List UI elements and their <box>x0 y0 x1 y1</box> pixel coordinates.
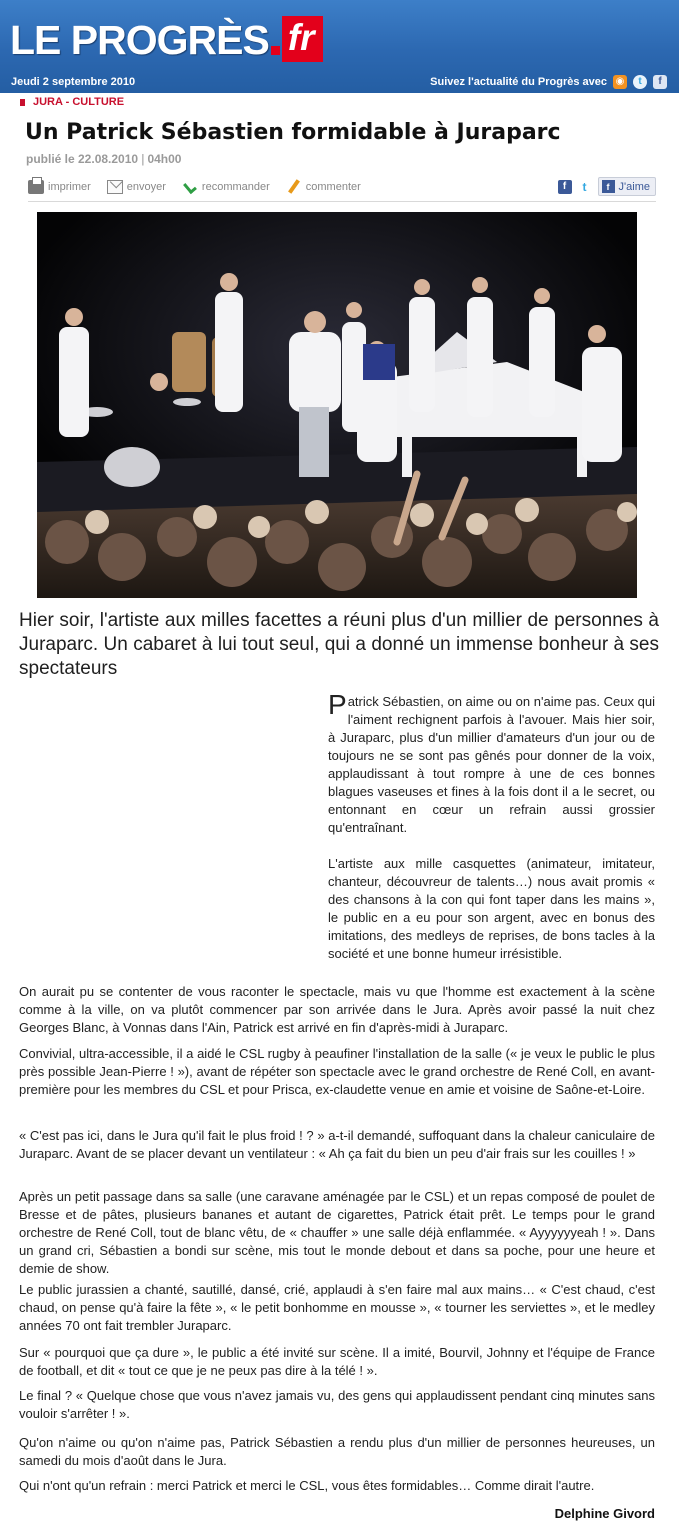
checkmark-icon <box>183 179 197 193</box>
article-lede: Hier soir, l'artiste aux milles facettes a réuni plus d'un millier de personnes à Juraparc. Un cabaret à lui tout seul, qui a donné un immense bonheur à ses spectateurs <box>19 610 659 679</box>
article-body-column <box>328 689 655 981</box>
twitter-share-icon[interactable]: t <box>582 179 587 194</box>
article-paragraph-6: Après un petit passage dans sa salle (une caravane aménagée par le CSL) et un repas composé de poulet de Bresse et de pâtes, plusieurs bananes et autant de cigarettes, Patrick était prêt. Le temps pour le grand orchestre de René Coll, tout de blanc vêtu, de « chauffer » une salle déjà enflammée. « Ayyyyyyeah ! ». Dans un grand cri, Sébastien a bondi sur scène, mis tout le monde debout et dans sa poche, pour une heure et demie de show. <box>19 1189 655 1276</box>
section-marker-icon <box>20 99 25 106</box>
facebook-logo-icon: f <box>602 180 615 193</box>
current-date: Jeudi 2 septembre 2010 <box>11 75 136 88</box>
article-headline: Un Patrick Sébastien formidable à Juraparc <box>25 120 561 145</box>
like-label: J'aime <box>618 180 650 193</box>
pencil-icon <box>288 179 300 194</box>
send-label: envoyer <box>126 180 166 193</box>
article-paragraph-2: L'artiste aux mille casquettes (animateur, imitateur, chanteur, découvreur de talents…) nous avait promis « des chansons à la con qui font taper dans les mains », le public en a eu pour son argent, avec en bonus des imitations, des medleys de reprises, de bons tacles à la société et une bonne humeur irrésistible. <box>328 856 655 961</box>
section-name: JURA - CULTURE <box>33 96 125 108</box>
dropcap-letter: P <box>328 689 347 720</box>
recommend-button[interactable] <box>182 181 270 193</box>
envelope-icon <box>107 180 123 194</box>
author-byline: Delphine Givord <box>554 1506 655 1521</box>
comment-label: commenter <box>305 180 361 193</box>
article-paragraph-3: On aurait pu se contenter de vous raconter le spectacle, mais vu que l'homme est exactement à la scène comme à la ville, on va plutôt commencer par son arrivée dans le Jura. Après avoir passé la nuit chez Georges Blanc, à Vonnas dans l'Ain, Patrick est arrivé en fin d'après-midi à Juraparc. <box>19 984 655 1035</box>
logo-dot <box>271 46 280 55</box>
publication-info <box>26 152 181 166</box>
follow-label: Suivez l'actualité du Progrès avec <box>430 75 607 88</box>
rss-icon[interactable]: ◉ <box>613 75 627 89</box>
article-paragraph-11: Qui n'ont qu'un refrain : merci Patrick et merci le CSL, vous êtes formidables… Comme dirait l'autre. <box>19 1478 595 1493</box>
publication-time: 04h00 <box>147 152 182 166</box>
facebook-icon[interactable]: f <box>653 75 667 89</box>
share-buttons <box>558 177 656 196</box>
publication-separator: | <box>141 152 145 166</box>
send-button[interactable] <box>107 180 166 194</box>
article-paragraph-4: Convivial, ultra-accessible, il a aidé le CSL rugby à peaufiner l'installation de la salle (« je veux le public le plus près possible Jean-Pierre ! »), avant de répéter son spectacle avec le grand orchestre de René Coll, en avant-première pour les membres du CSL et pour Prisca, ex-claudette venue en amie et voisine de Saône-et-Loire. <box>19 1046 655 1097</box>
publication-date: publié le 22.08.2010 <box>26 152 139 166</box>
article-toolbar <box>28 172 656 202</box>
masthead-bar <box>0 70 679 93</box>
twitter-icon[interactable]: t <box>633 75 647 89</box>
recommend-label: recommander <box>201 180 270 193</box>
article-paragraph-9: Le final ? « Quelque chose que vous n'avez jamais vu, des gens qui applaudissent pendant cinq minutes sans vouloir s'arrêter ! ». <box>19 1388 655 1421</box>
print-button[interactable] <box>28 180 91 194</box>
printer-icon <box>28 180 44 194</box>
logo-text: LE PROGRÈS <box>10 17 269 63</box>
article-paragraph-5: « C'est pas ici, dans le Jura qu'il fait le plus froid ! ? » a-t-il demandé, suffoquant dans la chaleur caniculaire de Juraparc. Avant de se placer devant un ventilateur : « Ah ça fait du bien un peu d'air frais sur les couilles ! » <box>19 1128 655 1161</box>
follow-links <box>430 75 667 89</box>
article-paragraph-7: Le public jurassien a chanté, sautillé, dansé, crié, applaudi à s'en faire mal aux mains… « C'est chaud, c'est chaud, on pense qu'à faire la fête », « le petit bonhomme en mousse », « tourner les serviettes », et le medley années 70 ont fait trembler Juraparc. <box>19 1282 655 1333</box>
concert-stage-photo <box>37 212 637 598</box>
article-paragraph-10: Qu'on n'aime ou qu'on n'aime pas, Patrick Sébastien a rendu plus d'un millier de personnes heureuses, un samedi du mois d'août dans le Jura. <box>19 1435 655 1468</box>
facebook-like-button[interactable] <box>598 177 656 196</box>
article-photo <box>37 212 637 598</box>
paragraph-1-text: atrick Sébastien, on aime ou on n'aime pas. Ceux qui l'aiment rechignent parfois à l'avouer. Mais hier soir, à Juraparc, plus d'un millier d'amateurs d'un jour ou de toujours ne se sont pas gênés pour donner de la voix, applaudissant à tout rompre à une de ces bonnes blagues vaseuses et fines à la fois dont il a le secret, ou entonnant en cœur un refrain aussi grossier qu'entraînant. <box>328 694 655 835</box>
article-paragraph-1 <box>328 689 655 837</box>
print-label: imprimer <box>48 180 91 193</box>
article-paragraph-8: Sur « pourquoi que ça dure », le public a été invité sur scène. Il a imité, Bourvil, Johnny et l'équipe de France de football, et dit « tout ce que je ne peux pas dire à la télé ! ». <box>19 1345 655 1378</box>
section-label[interactable] <box>20 95 124 109</box>
comment-button[interactable] <box>286 179 361 194</box>
masthead <box>0 0 679 93</box>
site-logo[interactable] <box>10 14 323 62</box>
logo-extension: fr <box>282 16 323 62</box>
facebook-share-icon[interactable]: f <box>558 180 572 194</box>
